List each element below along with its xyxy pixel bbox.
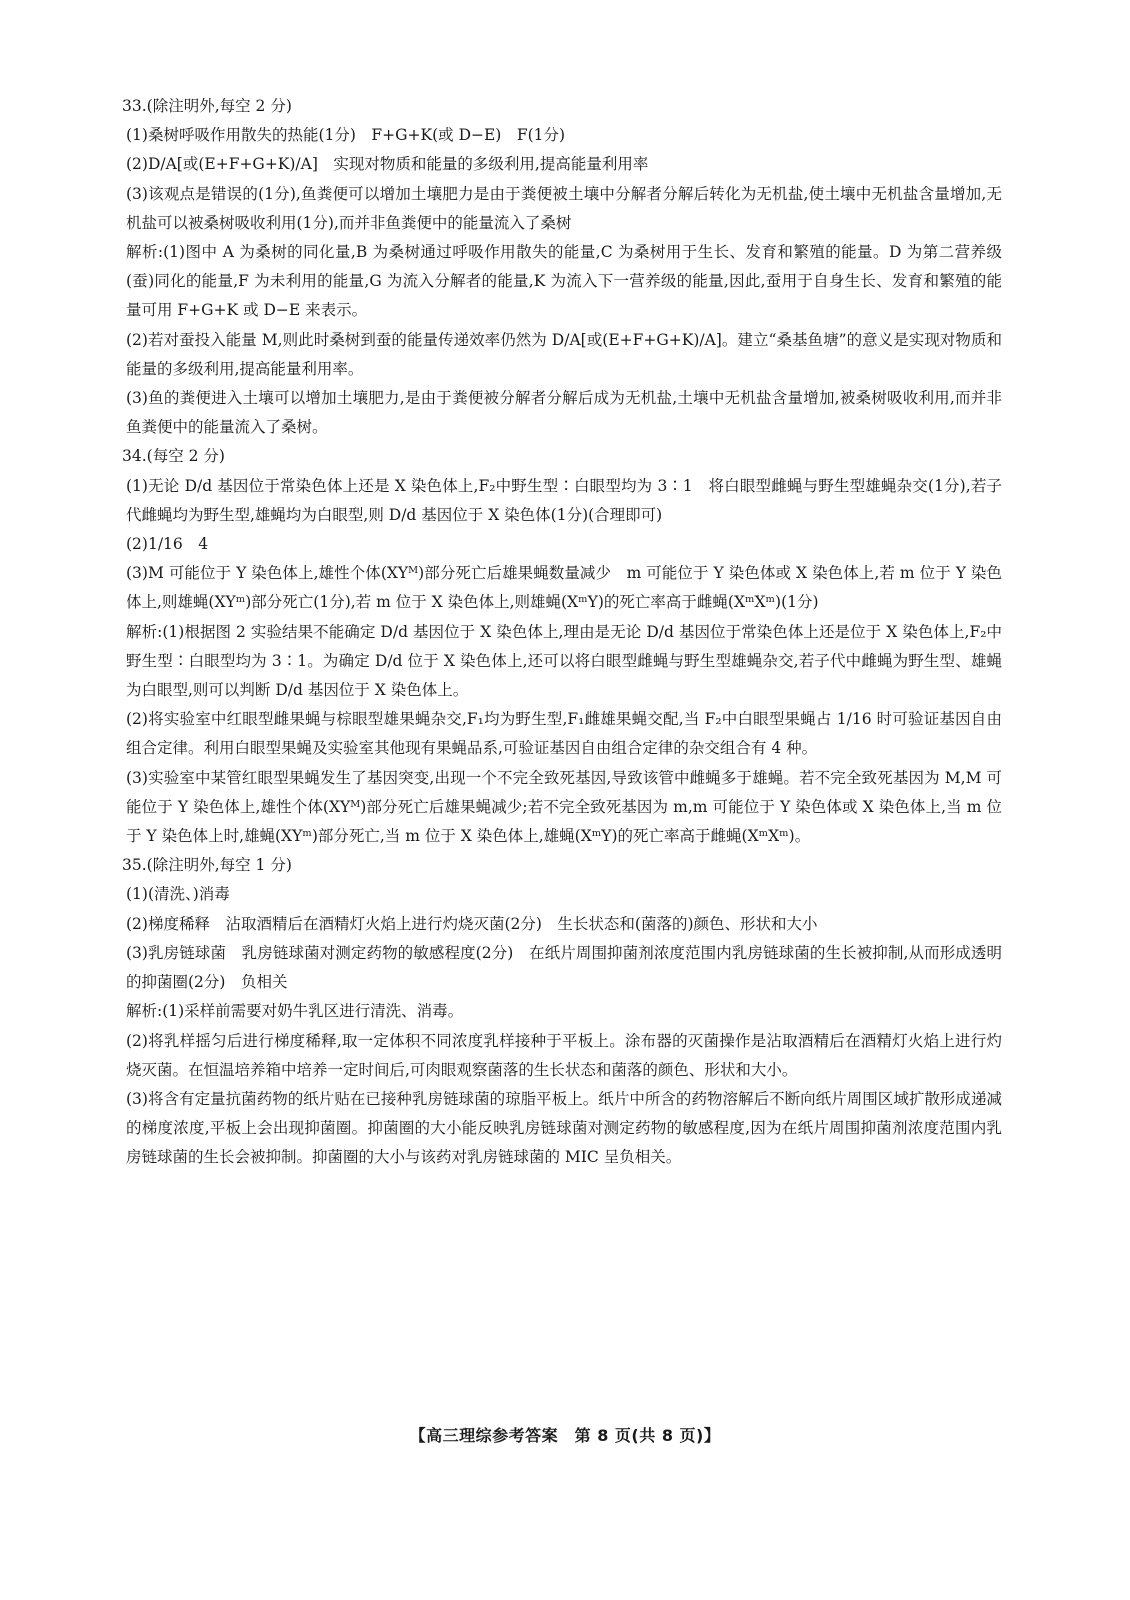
q35-analysis-1: 解析:(1)采样前需要对奶牛乳区进行清洗、消毒。 (126, 1002, 464, 1021)
q34-answer-2: (2)1/16 4 (126, 535, 209, 554)
answer-content (122, 92, 1002, 1173)
q33-analysis-3: (3)鱼的粪便进入土壤可以增加土壤肥力,是由于粪便被分解者分解后成为无机盐,土壤中无机盐含量增加,被桑树吸收利用,而并非鱼粪便中的能量流入了桑树。 (126, 389, 1002, 437)
q34-answer-1: (1)无论 D/d 基因位于常染色体上还是 X 染色体上,F₂中野生型∶白眼型均为 3∶1 将白眼型雌蝇与野生型雄蝇杂交(1分),若子代雌蝇均为野生型,雄蝇均为白眼型,则 D/d 基因位于 X 染色体(1分)(合理即可) (126, 476, 1002, 524)
question-34 (122, 442, 1002, 851)
q33-analysis-2: (2)若对蚕投入能量 M,则此时桑树到蚕的能量传递效率仍然为 D/A[或(E+F+G+K)/A]。建立“桑基鱼塘”的意义是实现对物质和能量的多级利用,提高能量利用率。 (126, 330, 1002, 378)
question-33-header: 33.(除注明外,每空 2 分) (122, 97, 292, 115)
q33-answer-3: (3)该观点是错误的(1分),鱼粪便可以增加土壤肥力是由于粪便被土壤中分解者分解后转化为无机盐,使土壤中无机盐含量增加,无机盐可以被桑树吸收利用(1分),而并非鱼粪便中的能量流入了桑树 (126, 184, 1002, 232)
question-35-header: 35.(除注明外,每空 1 分) (122, 856, 292, 875)
q35-analysis-3: (3)将含有定量抗菌药物的纸片贴在已接种乳房链球菌的琼脂平板上。纸片中所含的药物溶解后不断向纸片周围区域扩散形成递减的梯度浓度,平板上会出现抑菌圈。抑菌圈的大小能反映乳房链球菌对测定药物的敏感程度,因为在纸片周围抑菌剂浓度范围内乳房链球菌的生长会被抑制。抑菌圈的大小与该药对乳房链球菌的 MIC 呈负相关。 (126, 1089, 1002, 1167)
q35-answer-2: (2)梯度稀释 沾取酒精后在酒精灯火焰上进行灼烧灭菌(2分) 生长状态和(菌落的)颜色、形状和大小 (126, 914, 818, 933)
q33-answer-2: (2)D/A[或(E+F+G+K)/A] 实现对物质和能量的多级利用,提高能量利用率 (126, 155, 649, 174)
question-34-header: 34.(每空 2 分) (122, 447, 225, 466)
question-33 (122, 92, 1002, 442)
q35-answer-3: (3)乳房链球菌 乳房链球菌对测定药物的敏感程度(2分) 在纸片周围抑菌剂浓度范围内乳房链球菌的生长被抑制,从而形成透明的抑菌圈(2分) 负相关 (126, 943, 1002, 992)
q35-answer-1: (1)(清洗、)消毒 (126, 885, 230, 904)
q34-answer-3: (3)M 可能位于 Y 染色体上,雄性个体(XYᴹ)部分死亡后雄果蝇数量减少 m 可能位于 Y 染色体或 X 染色体上,若 m 位于 Y 染色体上,则雄蝇(XYᵐ)部分死亡(1分),若 m 位于 X 染色体上,则雄蝇(XᵐY)的死亡率高于雌蝇(XᵐXᵐ)(1分) (126, 564, 1002, 612)
q34-analysis-1: 解析:(1)根据图 2 实验结果不能确定 D/d 基因位于 X 染色体上,理由是无论 D/d 基因位于常染色体上还是位于 X 染色体上,F₂中野生型∶白眼型均为 3∶1。为确定 D/d 位于 X 染色体上,还可以将白眼型雌蝇与野生型雄蝇杂交,若子代中雌蝇为野生型、雄蝇为白眼型,则可以判断 D/d 基因位于 X 染色体上。 (126, 622, 1002, 700)
q35-analysis-2: (2)将乳样摇匀后进行梯度稀释,取一定体积不同浓度乳样接种于平板上。涂布器的灭菌操作是沾取酒精后在酒精灯火焰上进行灼烧灭菌。在恒温培养箱中培养一定时间后,可肉眼观察菌落的生长状态和菌落的颜色、形状和大小。 (126, 1031, 1002, 1079)
q34-analysis-3: (3)实验室中某管红眼型果蝇发生了基因突变,出现一个不完全致死基因,导致该管中雌蝇多于雄蝇。若不完全致死基因为 M,M 可能位于 Y 染色体上,雄性个体(XYᴹ)部分死亡后雄果蝇减少;若不完全致死基因为 m,m 可能位于 Y 染色体或 X 染色体上,当 m 位于 Y 染色体上时,雄蝇(XYᵐ)部分死亡,当 m 位于 X 染色体上,雄蝇(XᵐY)的死亡率高于雌蝇(XᵐXᵐ)。 (126, 768, 1002, 846)
q33-analysis-1: 解析:(1)图中 A 为桑树的同化量,B 为桑树通过呼吸作用散失的能量,C 为桑树用于生长、发育和繁殖的能量。D 为第二营养级(蚕)同化的能量,F 为未利用的能量,G 为流入分解者的能量,K 为流入下一营养级的能量,因此,蚕用于自身生长、发育和繁殖的能量可用 F+G+K 或 D−E 来表示。 (126, 243, 1002, 320)
q33-answer-1: (1)桑树呼吸作用散失的热能(1分) F+G+K(或 D−E) F(1分) (126, 126, 566, 145)
page-footer: 【高三理综参考答案 第 8 页(共 8 页)】 (409, 1426, 721, 1445)
question-35 (122, 851, 1002, 1172)
q34-analysis-2: (2)将实验室中红眼型雌果蝇与棕眼型雄果蝇杂交,F₁均为野生型,F₁雌雄果蝇交配,当 F₂中白眼型果蝇占 1/16 时可验证基因自由组合定律。利用白眼型果蝇及实验室其他现有果蝇品系,可验证基因自由组合定律的杂交组合有 4 种。 (126, 710, 1002, 758)
